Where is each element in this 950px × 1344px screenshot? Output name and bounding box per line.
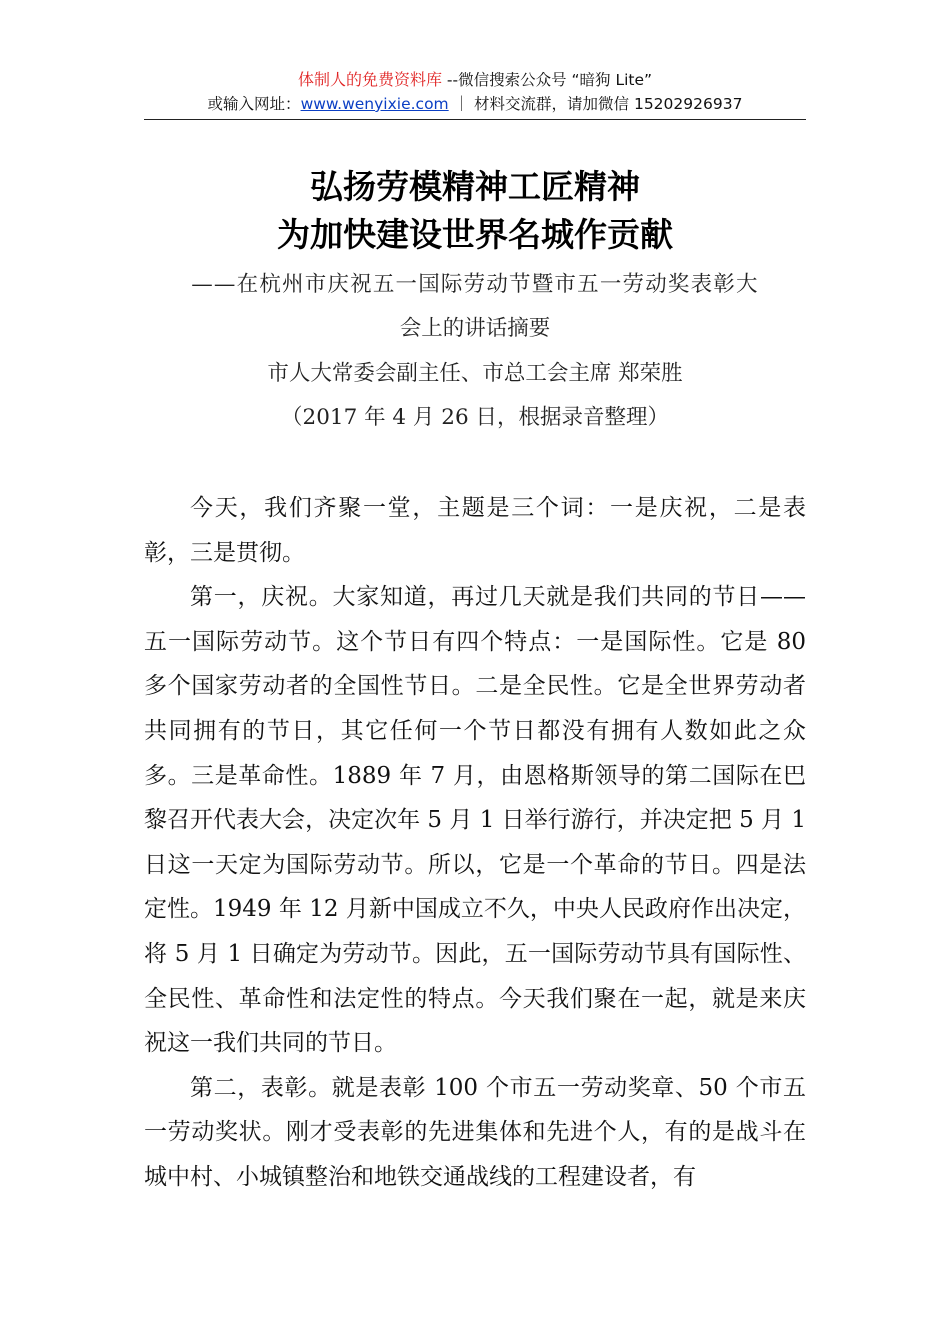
contact-text: ｜ 材料交流群，请加微信 15202926937 bbox=[448, 95, 743, 113]
body-text bbox=[144, 486, 806, 1200]
url-prefix: 或输入网址： bbox=[207, 95, 301, 113]
website-link[interactable]: www.wenyixie.com bbox=[300, 95, 449, 113]
paragraph: 今天，我们齐聚一堂，主题是三个词：一是庆祝，二是表彰，三是贯彻。 bbox=[144, 495, 806, 566]
paragraph: 第一，庆祝。大家知道，再过几天就是我们共同的节日——五一国际劳动节。这个节日有四个特点：一是国际性。它是 80 多个国家劳动者的全国性节日。二是全民性。它是全世界劳动者共同拥有的节日，其它任何一个节日都没有拥有人数如此之众多。三是革命性。1889 年 7 月，由恩格斯领导的第二国际在巴黎召开代表大会，决定次年 5 月 1 日举行游行，并决定把 5 月 1 日这一天定为国际劳动节。所以，它是一个革命的节日。四是法定性。1949 年 12 月新中国成立不久，中央人民政府作出决定，将 5 月 1 日确定为劳动节。因此，五一国际劳动节具有国际性、全民性、革命性和法定性的特点。今天我们聚在一起，就是来庆祝这一我们共同的节日。 bbox=[144, 584, 806, 1057]
subtitle-line-1: ——在杭州市庆祝五一国际劳动节暨市五一劳动奖表彰大 bbox=[191, 272, 759, 297]
header-divider bbox=[144, 119, 806, 120]
header-line-2 bbox=[144, 92, 806, 116]
wechat-text: --微信搜索公众号 “暗狗 Lite” bbox=[441, 71, 653, 89]
subtitle-line-2: 会上的讲话摘要 bbox=[399, 316, 551, 341]
brand-name: 体制人的免费资料库 bbox=[297, 70, 442, 89]
paragraph: 第二，表彰。就是表彰 100 个市五一劳动奖章、50 个市五一劳动奖状。刚才受表彰的先进集体和先进个人，有的是战斗在城中村、小城镇整治和地铁交通战线的工程建设者，有 bbox=[144, 1074, 806, 1190]
title-line-2: 为加快建设世界名城作贡献 bbox=[277, 215, 673, 254]
date-note: （2017 年 4 月 26 日，根据录音整理） bbox=[281, 405, 669, 430]
title-line-1: 弘扬劳模精神工匠精神 bbox=[310, 167, 640, 206]
header-line-1 bbox=[144, 68, 806, 92]
document-header bbox=[144, 68, 806, 116]
speaker-line: 市人大常委会副主任、市总工会主席 郑荣胜 bbox=[267, 361, 683, 386]
